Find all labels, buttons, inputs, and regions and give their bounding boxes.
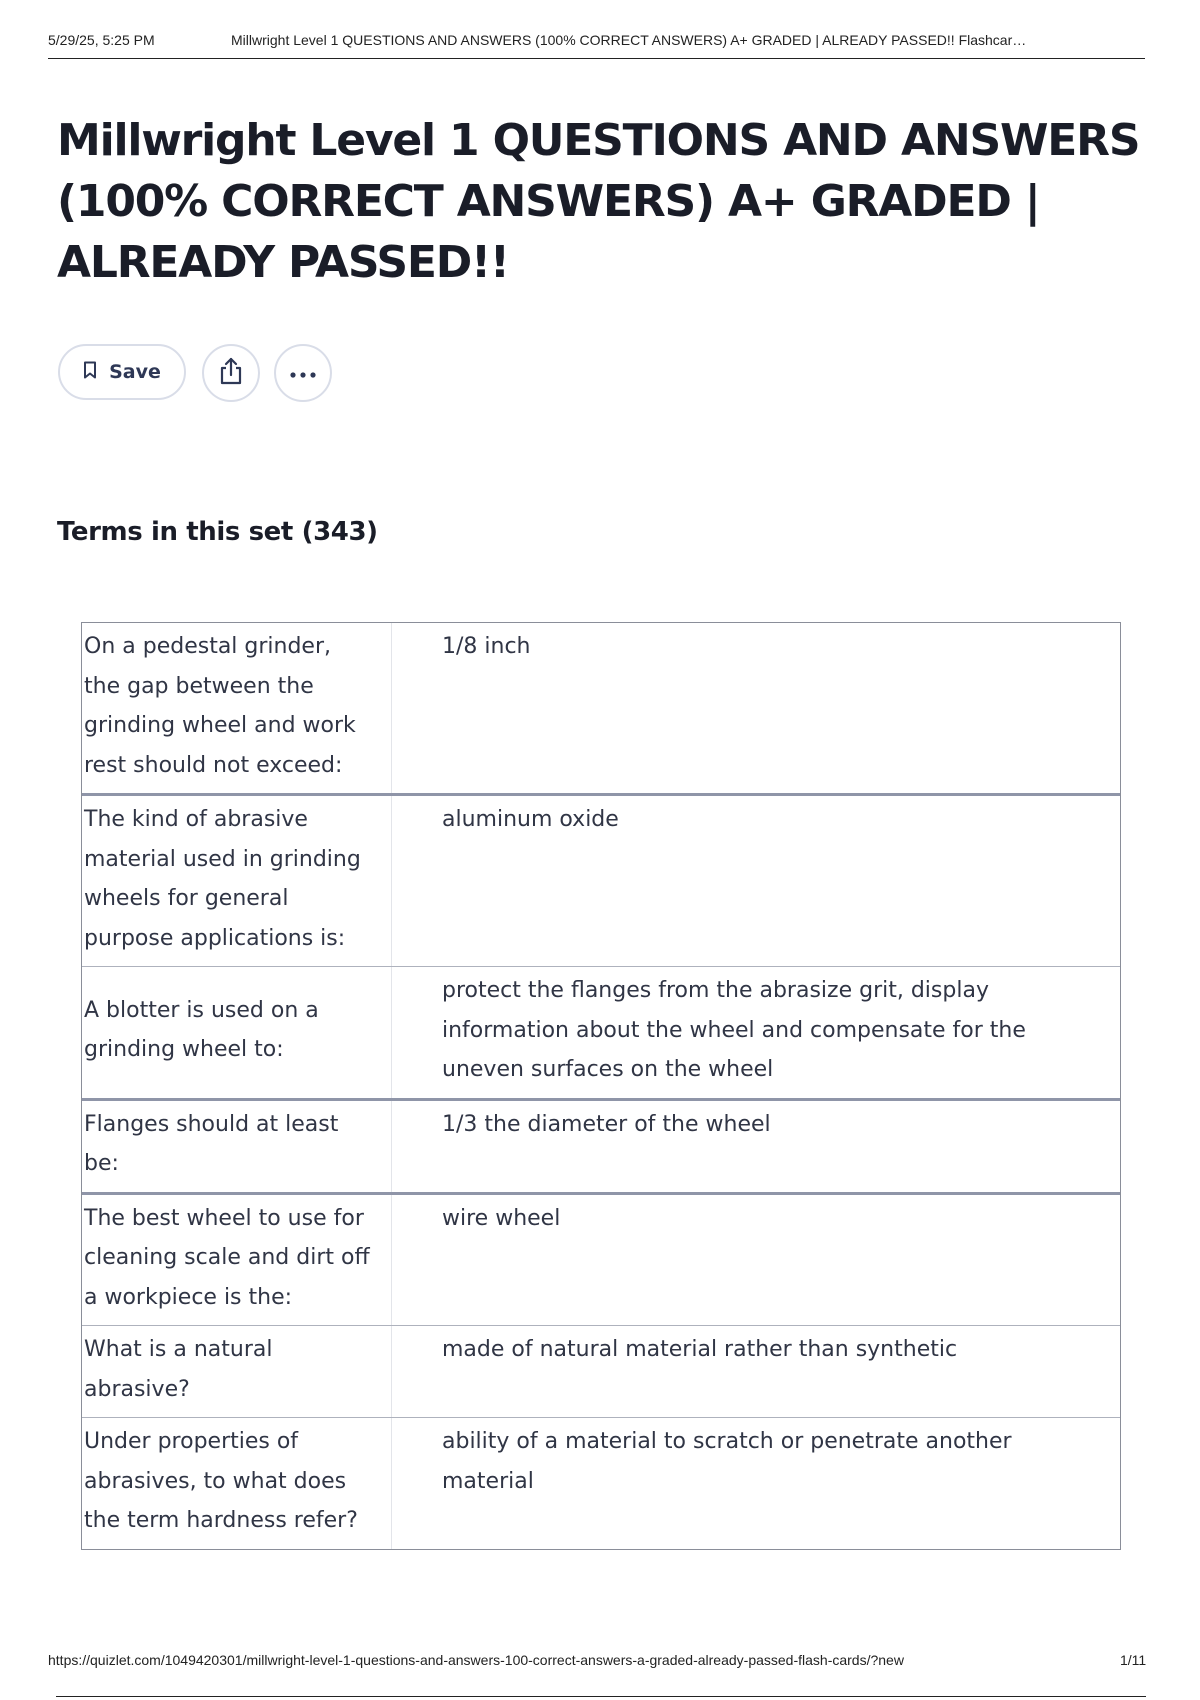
save-button-label: Save <box>109 361 161 383</box>
term-text: On a pedestal grinder, the gap between the grinding wheel and work rest should not exceed: <box>82 623 392 793</box>
print-url: https://quizlet.com/1049420301/millwright-level-1-questions-and-answers-100-correct-answers-a-graded-already-passed-flash-cards/?new <box>48 1652 904 1668</box>
save-button[interactable] <box>58 344 186 400</box>
print-datetime: 5/29/25, 5:25 PM <box>48 32 155 48</box>
definition-text: made of natural material rather than synthetic <box>442 1337 958 1362</box>
definition-text: 1/3 the diameter of the wheel <box>442 1111 771 1137</box>
more-options-button[interactable] <box>274 344 332 402</box>
share-icon <box>218 357 244 389</box>
term-text: The best wheel to use for cleaning scale and dirt off a workpiece is the: <box>82 1195 392 1326</box>
term-text: What is a natural abrasive? <box>82 1326 392 1417</box>
term-text-content: A blotter is used on a grinding wheel to: <box>84 997 319 1063</box>
term-row <box>82 623 1120 793</box>
terms-heading: Terms in this set (343) <box>57 517 378 547</box>
bookmark-icon <box>83 361 97 383</box>
page-title: Millwright Level 1 QUESTIONS AND ANSWERS (100% CORRECT ANSWERS) A+ GRADED | ALREADY PASSED!! <box>57 115 1140 288</box>
term-row <box>82 793 1120 966</box>
footer-divider <box>56 1696 1146 1697</box>
definition-text: wire wheel <box>442 1205 561 1231</box>
term-row <box>82 1192 1120 1326</box>
term-text <box>82 967 392 1098</box>
print-document-title: Millwright Level 1 QUESTIONS AND ANSWERS (100% CORRECT ANSWERS) A+ GRADED | ALREADY PASSED!! Flashcar… <box>231 32 1027 48</box>
definition-text: protect the flanges from the abrasize grit, display information about the wheel and compensate for the uneven surfaces on the wheel <box>442 978 1026 1082</box>
definition-text: 1/8 inch <box>442 634 531 659</box>
page-number: 1/11 <box>1120 1652 1147 1668</box>
terms-table <box>81 622 1121 1550</box>
term-text: The kind of abrasive material used in grinding wheels for general purpose applications is: <box>82 796 392 966</box>
share-button[interactable] <box>202 344 260 402</box>
term-text: Under properties of abrasives, to what does the term hardness refer? <box>82 1418 392 1549</box>
definition-text: ability of a material to scratch or penetrate another material <box>442 1429 1012 1494</box>
term-row <box>82 1098 1120 1192</box>
term-row <box>82 1325 1120 1417</box>
definition-text: aluminum oxide <box>442 807 619 832</box>
print-header <box>48 30 1145 59</box>
term-text: Flanges should at least be: <box>82 1101 392 1192</box>
term-row <box>82 1417 1120 1549</box>
term-row <box>82 966 1120 1098</box>
more-options-icon <box>289 364 317 383</box>
